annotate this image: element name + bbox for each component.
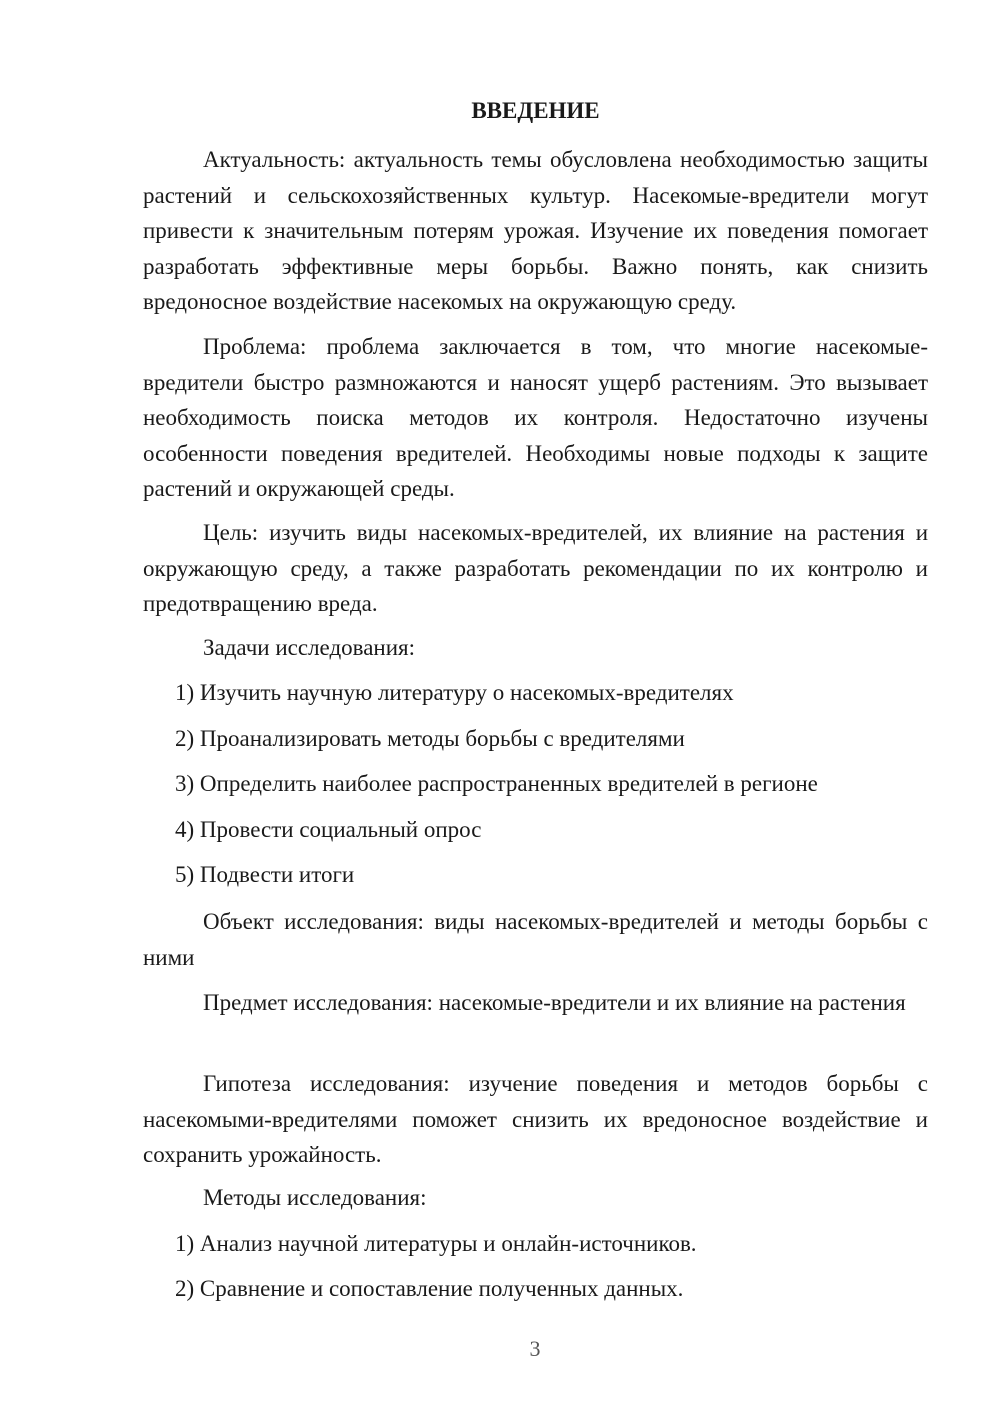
method-item: 1) Анализ научной литературы и онлайн-источников. [175, 1231, 697, 1256]
methods-heading: Методы исследования: [203, 1185, 427, 1210]
method-item: 2) Сравнение и сопоставление полученных данных. [175, 1276, 684, 1301]
page-number: 3 [529, 1336, 541, 1361]
goal-paragraph: Цель: изучить виды насекомых-вредителей, их влияние на растения и окружающую среду, а также разработать рекомендации по их контролю и предотвращению вреда. [143, 520, 928, 616]
relevance-paragraph: Актуальность: актуальность темы обусловлена необходимостью защиты растений и сельскохозяйственных культур. Насекомые-вредители могут привести к значительным потерям урожая. Изучение их поведения помогает разработать эффективные меры борьбы. Важно понять, как снизить вредоносное воздействие насекомых на окружающую среду. [143, 147, 928, 314]
problem-paragraph: Проблема: проблема заключается в том, что многие насекомые-вредители быстро размножаются и наносят ущерб растениям. Это вызывает необходимость поиска методов их контроля. Недостаточно изучены особенности поведения вредителей. Необходимы новые подходы к защите растений и окружающей среды. [143, 334, 928, 501]
task-item: 1) Изучить научную литературу о насекомых-вредителях [175, 680, 734, 705]
subject-paragraph: Предмет исследования: насекомые-вредители и их влияние на растения [203, 990, 906, 1015]
hypothesis-paragraph: Гипотеза исследования: изучение поведения и методов борьбы с насекомыми-вредителями поможет снизить их вредоносное воздействие и сохранить урожайность. [143, 1071, 928, 1167]
task-item: 4) Провести социальный опрос [175, 817, 482, 842]
task-item: 3) Определить наиболее распространенных вредителей в регионе [175, 771, 818, 796]
task-item: 5) Подвести итоги [175, 862, 355, 887]
tasks-heading: Задачи исследования: [203, 635, 416, 660]
object-paragraph: Объект исследования: виды насекомых-вредителей и методы борьбы с ними [143, 909, 928, 970]
task-item: 2) Проанализировать методы борьбы с вредителями [175, 726, 685, 751]
page-title: ВВЕДЕНИЕ [471, 98, 600, 123]
